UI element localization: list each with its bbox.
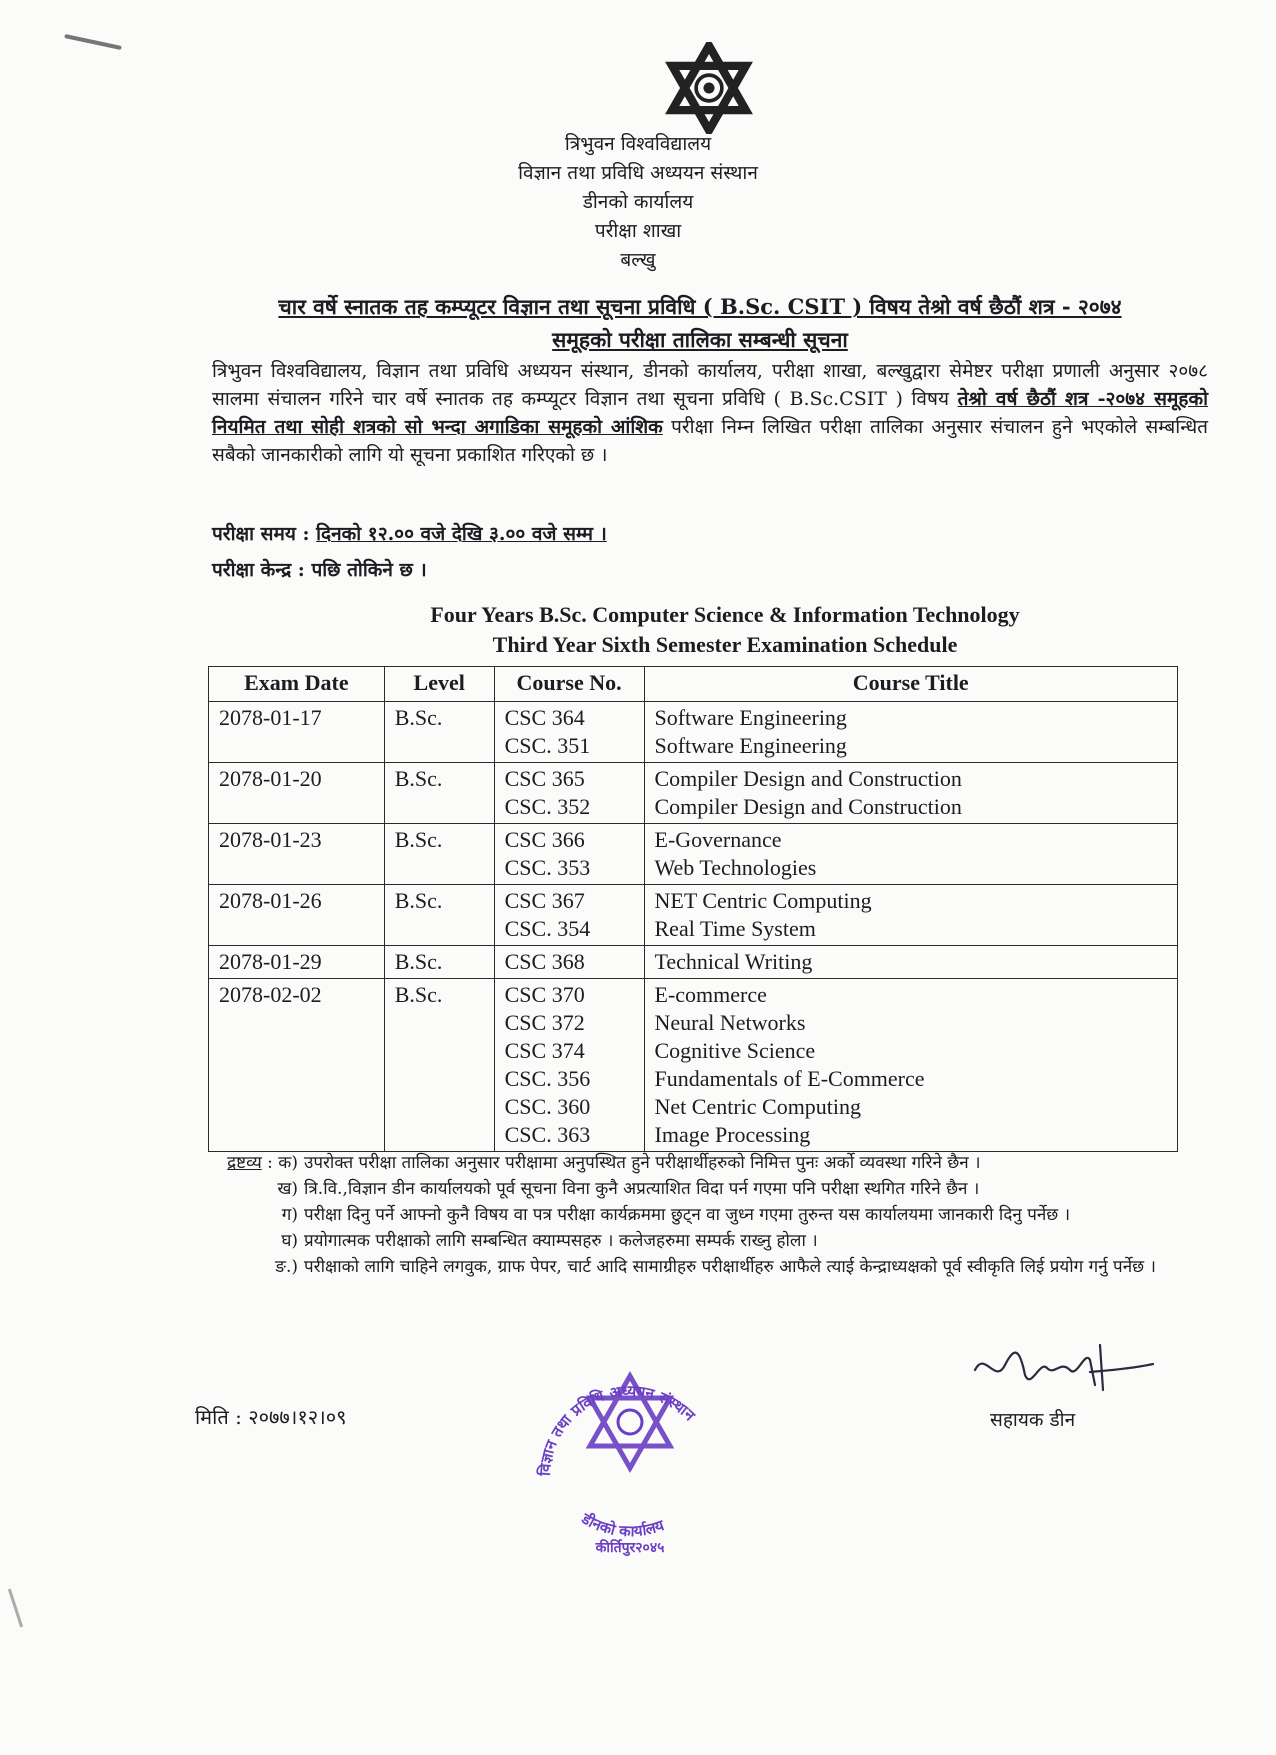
signatory-title: सहायक डीन	[990, 1409, 1076, 1431]
course-title: Fundamentals of E-Commerce	[654, 1066, 925, 1091]
course-title: Image Processing	[654, 1122, 811, 1147]
schedule-title-line: Third Year Sixth Semester Examination Schedule	[492, 632, 958, 657]
exam-date-cell: 2078-02-02	[209, 979, 385, 1152]
course-title: NET Centric Computing	[654, 888, 872, 913]
course-no-cell	[494, 946, 644, 979]
course-no: CSC 366	[504, 827, 585, 852]
course-no: CSC 364	[504, 705, 585, 730]
schedule-title	[300, 600, 1150, 660]
level-cell: B.Sc.	[384, 979, 494, 1152]
handwritten-signature	[965, 1330, 1155, 1400]
note-label: घ)	[281, 1231, 298, 1251]
column-header-level: Level	[384, 667, 494, 702]
body-text: परीक्षा निम्न लिखित परीक्षा तालिका अनुसार संचालन हुने भएकोले सम्बन्धित सबैको जानकारीको लागि यो सूचना प्रकाशित गरिएको छ ।	[212, 416, 1208, 466]
level-cell: B.Sc.	[384, 702, 494, 763]
level-cell: B.Sc.	[384, 824, 494, 885]
date-label: मिति :	[195, 1405, 242, 1429]
course-title: E-commerce	[654, 982, 767, 1007]
seal-text: कीर्तिपुर२०४५	[595, 1540, 665, 1556]
course-title: E-Governance	[654, 827, 782, 852]
course-no-cell	[494, 763, 644, 824]
course-no: CSC 365	[504, 766, 585, 791]
note-item	[208, 1176, 1208, 1202]
course-no: CSC 367	[504, 888, 585, 913]
course-title: Technical Writing	[654, 949, 813, 974]
note-text: प्रयोगात्मक परीक्षाको लागि सम्बन्धित क्याम्पसहरु । कलेजहरुमा सम्पर्क राख्नु होला ।	[304, 1231, 818, 1251]
course-title: Web Technologies	[654, 855, 817, 880]
note-item	[208, 1228, 1208, 1254]
note-label: ग)	[281, 1205, 298, 1225]
course-no-cell	[494, 824, 644, 885]
course-title-cell	[644, 979, 1178, 1152]
course-title-cell	[644, 885, 1178, 946]
seal-text: डीनको कार्यालय	[578, 1509, 667, 1541]
note-text: परीक्षाको लागि चाहिने लगवुक, ग्राफ पेपर, चार्ट आदि सामाग्रीहरु परीक्षार्थीहरु आफैले त्याई केन्द्राध्यक्षको पूर्व स्वीकृति लिई प्रयोग गर्नु पर्नेछ ।	[304, 1257, 1156, 1277]
table-header-row	[209, 667, 1178, 702]
course-no-cell	[494, 702, 644, 763]
course-title: Real Time System	[654, 916, 816, 941]
course-title-cell	[644, 763, 1178, 824]
course-no: CSC 370	[504, 982, 585, 1007]
svg-text:डीनको कार्यालय	[578, 1509, 668, 1540]
exam-date-cell: 2078-01-26	[209, 885, 385, 946]
header-line: त्रिभुवन विश्वविद्यालय	[564, 133, 712, 155]
university-logo	[663, 42, 755, 134]
seal-text: विज्ञान तथा प्रविधि अध्ययन संस्थान	[535, 1381, 699, 1477]
table-row	[209, 824, 1178, 885]
date-value: २०७७।१२।०९	[248, 1405, 347, 1429]
subject-line: समूहको परीक्षा तालिका सम्बन्धी सूचना	[552, 327, 848, 352]
course-title-cell	[644, 702, 1178, 763]
body-highlight: तेश्रो वर्ष छैठौं शत्र -२०७४ समूहको नियमित तथा सोही शत्रको सो भन्दा अगाडिका समूहको आंशिक	[212, 388, 1208, 438]
course-title: Software Engineering	[654, 733, 847, 758]
exam-date-cell: 2078-01-23	[209, 824, 385, 885]
exam-time	[212, 520, 607, 546]
office-header	[360, 130, 916, 275]
exam-center-value: पछि तोकिने छ ।	[311, 559, 427, 581]
notice-date	[195, 1403, 347, 1430]
course-no: CSC. 354	[504, 916, 591, 941]
exam-center	[212, 556, 427, 582]
note-label: क)	[278, 1153, 298, 1173]
course-no: CSC. 360	[504, 1094, 591, 1119]
exam-date-cell: 2078-01-20	[209, 763, 385, 824]
pen-mark	[64, 34, 122, 50]
course-no-cell	[494, 885, 644, 946]
office-seal-stamp	[520, 1356, 740, 1566]
note-item	[208, 1254, 1208, 1280]
course-no: CSC. 352	[504, 794, 591, 819]
exam-time-label: परीक्षा समय :	[212, 523, 310, 545]
body-text: त्रिभुवन विश्वविद्यालय, विज्ञान तथा प्रविधि अध्ययन संस्थान, डीनको कार्यालय, परीक्षा शाखा, बल्खुद्वारा सेमेष्टर परीक्षा प्रणाली अनुसार २०७८ सालमा संचालन गरिने चार वर्षे स्नातक तह कम्प्यूटर विज्ञान तथा सूचना प्रविधि ( B.Sc.CSIT ) विषय	[212, 360, 1208, 410]
level-cell: B.Sc.	[384, 885, 494, 946]
course-no: CSC 374	[504, 1038, 585, 1063]
header-line: बल्खु	[620, 249, 656, 271]
level-cell: B.Sc.	[384, 763, 494, 824]
exam-schedule-table	[208, 666, 1178, 1152]
level-cell: B.Sc.	[384, 946, 494, 979]
course-title: Net Centric Computing	[654, 1094, 862, 1119]
header-line: डीनको कार्यालय	[582, 191, 694, 213]
course-title: Software Engineering	[654, 705, 847, 730]
header-line: परीक्षा शाखा	[594, 220, 682, 242]
note-text: त्रि.वि.,विज्ञान डीन कार्यालयको पूर्व सूचना विना कुनै अप्रत्याशित विदा पर्न गएमा पनि परीक्षा स्थगित गरिने छैन ।	[304, 1179, 980, 1199]
table-row	[209, 763, 1178, 824]
course-title: Compiler Design and Construction	[654, 794, 962, 819]
note-text: परीक्षा दिनु पर्ने आफ्नो कुनै विषय वा पत्र परीक्षा कार्यक्रममा छुट्न वा जुध्न गएमा तुरुन्त यस कार्यालयमा जानकारी दिनु पर्नेछ ।	[304, 1205, 1071, 1225]
course-no-cell	[494, 979, 644, 1152]
schedule-title-line: Four Years B.Sc. Computer Science & Information Technology	[430, 602, 1020, 627]
note-item: द्रष्टव्य : क) उपरोक्त परीक्षा तालिका अनुसार परीक्षामा अनुपस्थित हुने परीक्षार्थीहरुको निमित्त पुनः अर्को व्यवस्था गरिने छैन ।	[208, 1150, 1208, 1176]
exam-time-value: दिनको १२.०० वजे देखि ३.०० वजे सम्म ।	[316, 523, 607, 545]
course-title: Cognitive Science	[654, 1038, 816, 1063]
course-title: Neural Networks	[654, 1010, 806, 1035]
course-no: CSC. 356	[504, 1066, 591, 1091]
notes-section	[208, 1150, 1208, 1280]
exam-date-cell: 2078-01-29	[209, 946, 385, 979]
course-no: CSC. 351	[504, 733, 591, 758]
column-header-date: Exam Date	[209, 667, 385, 702]
note-label: ख)	[277, 1179, 298, 1199]
course-no: CSC 372	[504, 1010, 585, 1035]
table-row	[209, 946, 1178, 979]
exam-center-label: परीक्षा केन्द्र :	[212, 559, 305, 581]
course-no: CSC. 353	[504, 855, 591, 880]
note-item	[208, 1202, 1208, 1228]
notes-heading: द्रष्टव्य	[227, 1153, 262, 1173]
subject-line: चार वर्षे स्नातक तह कम्प्यूटर विज्ञान तथा सूचना प्रविधि ( B.Sc. CSIT ) विषय तेश्रो वर्ष छैठौं शत्र - २०७४	[278, 294, 1122, 319]
note-text: उपरोक्त परीक्षा तालिका अनुसार परीक्षामा अनुपस्थित हुने परीक्षार्थीहरुको निमित्त पुनः अर्को व्यवस्था गरिने छैन ।	[304, 1153, 981, 1173]
course-title-cell	[644, 824, 1178, 885]
course-title-cell	[644, 946, 1178, 979]
header-line: विज्ञान तथा प्रविधि अध्ययन संस्थान	[518, 162, 758, 184]
course-no: CSC. 363	[504, 1122, 591, 1147]
exam-date-cell: 2078-01-17	[209, 702, 385, 763]
column-header-course-no: Course No.	[494, 667, 644, 702]
notice-subject	[200, 290, 1200, 356]
note-label: ङ.)	[275, 1257, 298, 1277]
notice-body	[212, 357, 1208, 469]
course-no: CSC 368	[504, 949, 585, 974]
course-title: Compiler Design and Construction	[654, 766, 962, 791]
table-row	[209, 702, 1178, 763]
svg-text:विज्ञान तथा प्रविधि अध्ययन संस	[536, 1382, 699, 1478]
table-row	[209, 979, 1178, 1152]
column-header-course-title: Course Title	[644, 667, 1178, 702]
table-row	[209, 885, 1178, 946]
pen-mark	[8, 1589, 23, 1628]
